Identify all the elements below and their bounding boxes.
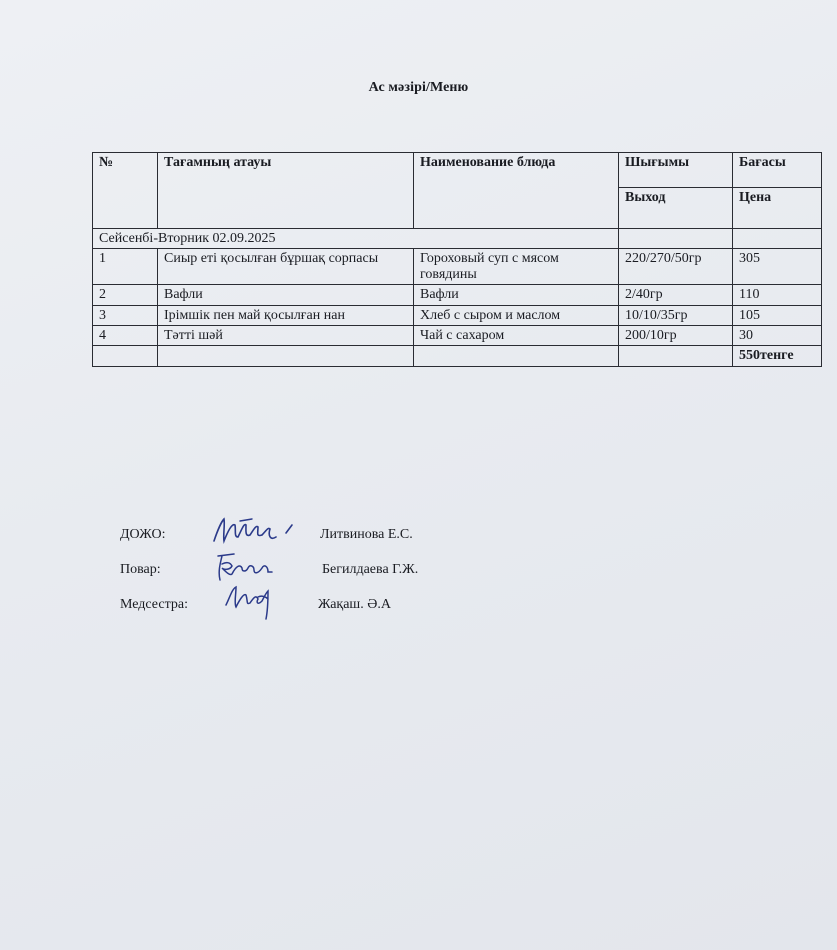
row-output: 200/10гр: [619, 325, 733, 345]
signature-name: Литвинова Е.С.: [320, 527, 413, 542]
row-name-kz: Тәтті шәй: [158, 325, 414, 345]
header-price-kz: Бағасы: [733, 153, 822, 188]
row-name-ru: Гороховый суп с мясом говядины: [414, 249, 619, 285]
handwritten-signature-2: [208, 550, 278, 584]
day-row: [93, 229, 822, 249]
row-price: 110: [733, 285, 822, 305]
handwritten-signature-3: [222, 583, 282, 623]
empty-cell: [733, 229, 822, 249]
row-output: 220/270/50гр: [619, 249, 733, 285]
header-price-ru: Цена: [733, 188, 822, 229]
header-num: №: [93, 153, 158, 229]
signature-role: Повар:: [120, 562, 161, 577]
row-name-kz: Вафли: [158, 285, 414, 305]
row-price: 105: [733, 305, 822, 325]
header-output-kz: Шығымы: [619, 153, 733, 188]
header-name-ru: Наименование блюда: [414, 153, 619, 229]
row-name-ru: Чай с сахаром: [414, 325, 619, 345]
empty-cell: [93, 346, 158, 366]
handwritten-signature-1: [208, 515, 300, 549]
row-num: 1: [93, 249, 158, 285]
row-name-ru: Хлеб с сыром и маслом: [414, 305, 619, 325]
row-name-kz: Ірімшік пен май қосылған нан: [158, 305, 414, 325]
signature-name: Бегилдаева Г.Ж.: [322, 562, 419, 577]
empty-cell: [158, 346, 414, 366]
row-name-kz: Сиыр еті қосылған бұршақ сорпасы: [158, 249, 414, 285]
total-row: [93, 346, 822, 366]
header-name-kz: Тағамның атауы: [158, 153, 414, 229]
row-price: 305: [733, 249, 822, 285]
row-output: 10/10/35гр: [619, 305, 733, 325]
table-header-row: [93, 153, 822, 188]
day-label: Сейсенбі-Вторник 02.09.2025: [93, 229, 619, 249]
table-row: [93, 249, 822, 285]
header-output-ru: Выход: [619, 188, 733, 229]
total-value: 550тенге: [733, 346, 822, 366]
table-row: [93, 325, 822, 345]
row-num: 2: [93, 285, 158, 305]
row-name-ru: Вафли: [414, 285, 619, 305]
empty-cell: [619, 346, 733, 366]
menu-table: [92, 152, 822, 367]
signature-name: Жақаш. Ә.А: [318, 597, 391, 612]
empty-cell: [619, 229, 733, 249]
signature-role: ДОЖО:: [120, 527, 166, 542]
row-price: 30: [733, 325, 822, 345]
page-title: Ас мәзірі/Меню: [368, 80, 469, 95]
table-row: [93, 285, 822, 305]
row-num: 3: [93, 305, 158, 325]
row-output: 2/40гр: [619, 285, 733, 305]
table-row: [93, 305, 822, 325]
empty-cell: [414, 346, 619, 366]
row-num: 4: [93, 325, 158, 345]
signature-role: Медсестра:: [120, 597, 188, 612]
